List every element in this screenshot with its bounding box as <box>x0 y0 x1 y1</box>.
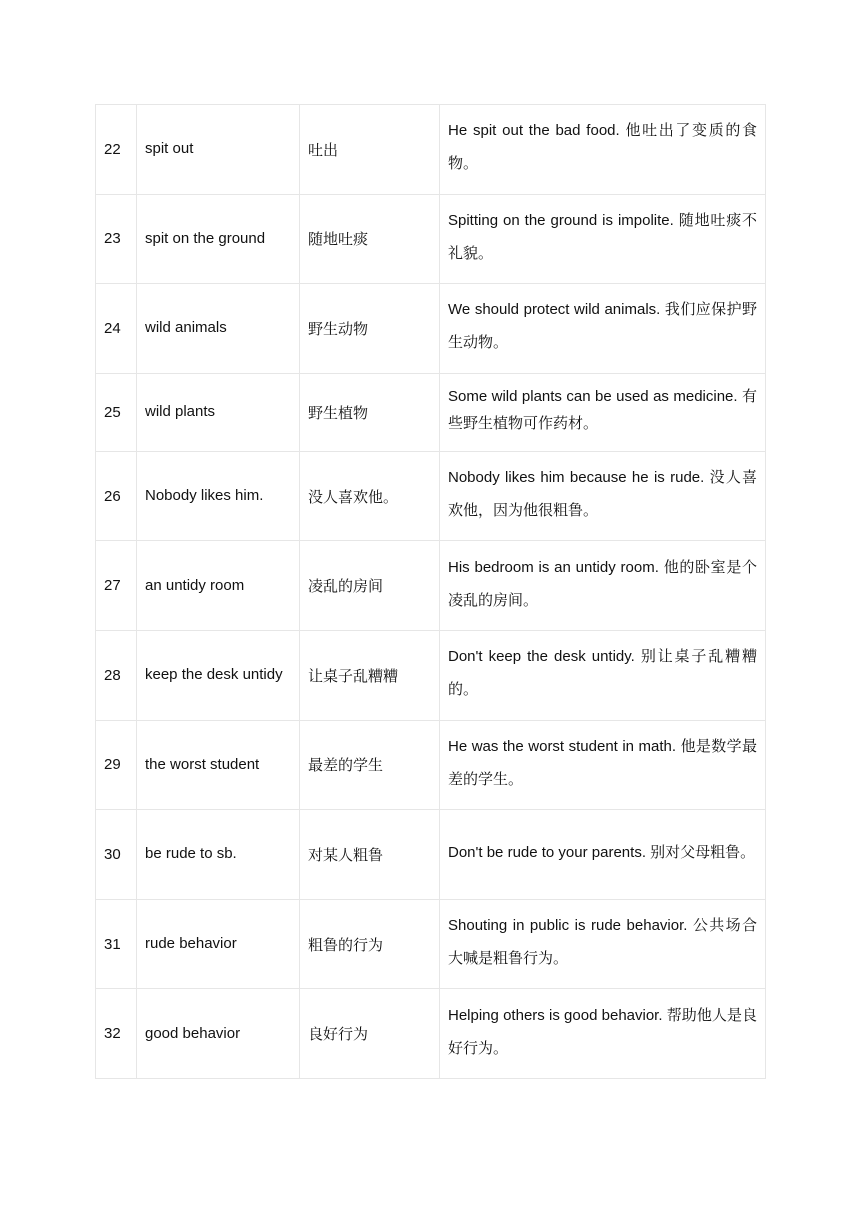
row-number: 30 <box>96 810 137 900</box>
example-sentence-cell: Helping others is good behavior. 帮助他人是良好行为。 <box>440 989 766 1079</box>
chinese-meaning-cell: 对某人粗鲁 <box>300 810 440 900</box>
table-row <box>96 373 766 451</box>
table-row <box>96 630 766 720</box>
phrase-cell: Nobody likes him. <box>137 451 300 541</box>
example-sentence-cell: Don't keep the desk untidy. 别让桌子乱糟糟的。 <box>440 630 766 720</box>
row-number: 31 <box>96 899 137 989</box>
chinese-meaning-cell: 让桌子乱糟糟 <box>300 630 440 720</box>
chinese-meaning-cell: 野生植物 <box>300 373 440 451</box>
phrase-cell: an untidy room <box>137 541 300 631</box>
row-number: 32 <box>96 989 137 1079</box>
chinese-meaning-cell: 吐出 <box>300 105 440 195</box>
phrase-cell: rude behavior <box>137 899 300 989</box>
phrase-cell: be rude to sb. <box>137 810 300 900</box>
example-sentence-cell: He spit out the bad food. 他吐出了变质的食物。 <box>440 105 766 195</box>
example-sentence-cell: Shouting in public is rude behavior. 公共场合大喊是粗鲁行为。 <box>440 899 766 989</box>
vocabulary-table <box>95 104 766 1079</box>
phrase-cell: wild plants <box>137 373 300 451</box>
table-row <box>96 720 766 810</box>
phrase-cell: good behavior <box>137 989 300 1079</box>
example-sentence-cell: Some wild plants can be used as medicine. 有些野生植物可作药材。 <box>440 373 766 451</box>
table-row <box>96 810 766 900</box>
row-number: 25 <box>96 373 137 451</box>
phrase-cell: the worst student <box>137 720 300 810</box>
row-number: 26 <box>96 451 137 541</box>
chinese-meaning-cell: 粗鲁的行为 <box>300 899 440 989</box>
row-number: 29 <box>96 720 137 810</box>
phrase-cell: keep the desk untidy <box>137 630 300 720</box>
table-row <box>96 284 766 374</box>
row-number: 23 <box>96 194 137 284</box>
chinese-meaning-cell: 没人喜欢他。 <box>300 451 440 541</box>
example-sentence-cell: We should protect wild animals. 我们应保护野生动物。 <box>440 284 766 374</box>
table-row <box>96 105 766 195</box>
row-number: 28 <box>96 630 137 720</box>
phrase-cell: wild animals <box>137 284 300 374</box>
chinese-meaning-cell: 最差的学生 <box>300 720 440 810</box>
row-number: 27 <box>96 541 137 631</box>
chinese-meaning-cell: 野生动物 <box>300 284 440 374</box>
table-row <box>96 541 766 631</box>
table-row <box>96 899 766 989</box>
example-sentence-cell: Nobody likes him because he is rude. 没人喜欢他，因为他很粗鲁。 <box>440 451 766 541</box>
table-row <box>96 989 766 1079</box>
chinese-meaning-cell: 良好行为 <box>300 989 440 1079</box>
table-row <box>96 451 766 541</box>
example-sentence-cell: Spitting on the ground is impolite. 随地吐痰不礼貌。 <box>440 194 766 284</box>
chinese-meaning-cell: 凌乱的房间 <box>300 541 440 631</box>
chinese-meaning-cell: 随地吐痰 <box>300 194 440 284</box>
row-number: 24 <box>96 284 137 374</box>
example-sentence-cell: He was the worst student in math. 他是数学最差的学生。 <box>440 720 766 810</box>
example-sentence-cell: His bedroom is an untidy room. 他的卧室是个凌乱的房间。 <box>440 541 766 631</box>
phrase-cell: spit on the ground <box>137 194 300 284</box>
table-row <box>96 194 766 284</box>
phrase-cell: spit out <box>137 105 300 195</box>
example-sentence-cell: Don't be rude to your parents. 别对父母粗鲁。 <box>440 810 766 900</box>
row-number: 22 <box>96 105 137 195</box>
